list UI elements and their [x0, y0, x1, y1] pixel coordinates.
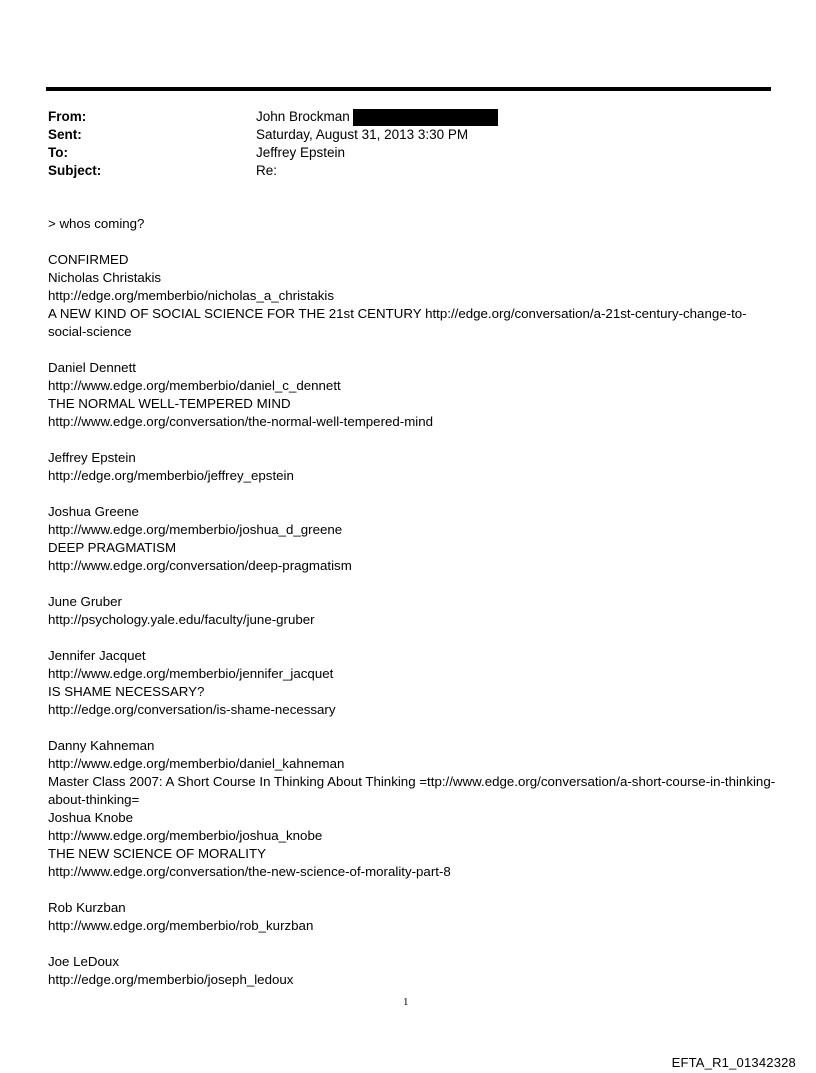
document-id: EFTA_R1_01342328	[671, 1055, 796, 1070]
sent-label: Sent:	[48, 127, 82, 142]
entry-line: DEEP PRAGMATISM	[48, 540, 177, 555]
from-label: From:	[48, 109, 87, 124]
entry-line: A NEW KIND OF SOCIAL SCIENCE FOR THE 21st CENTURY http://edge.org/conversation/a-21st-century-change-to-social-science	[48, 306, 747, 339]
subject-label: Subject:	[48, 163, 102, 178]
to-label: To:	[48, 145, 68, 160]
sent-value: Saturday, August 31, 2013 3:30 PM	[256, 127, 469, 142]
entry-line: IS SHAME NECESSARY?	[48, 684, 205, 699]
entry-line: http://www.edge.org/conversation/deep-pragmatism	[48, 558, 352, 573]
entry-line: http://www.edge.org/memberbio/rob_kurzban	[48, 918, 314, 933]
entry-line: Jeffrey Epstein	[48, 450, 136, 465]
entry-line: http://edge.org/memberbio/nicholas_a_christakis	[48, 288, 335, 303]
entry-line: http://www.edge.org/conversation/the-new-science-of-morality-part-8	[48, 864, 451, 879]
entry-line: http://www.edge.org/memberbio/joshua_knobe	[48, 828, 323, 843]
entry-line: THE NEW SCIENCE OF MORALITY	[48, 846, 266, 861]
subject-value: Re:	[256, 163, 278, 178]
page-number: 1	[403, 996, 409, 1008]
entry-line: Joshua Greene	[48, 504, 139, 519]
entry-line: Master Class 2007: A Short Course In Thinking About Thinking =ttp://www.edge.org/conversation/a-short-course-in-thinking-about-thinking=	[48, 774, 776, 807]
entry-line: http://edge.org/conversation/is-shame-necessary	[48, 702, 336, 717]
entry-line: June Gruber	[48, 594, 122, 609]
entry-line: http://www.edge.org/conversation/the-normal-well-tempered-mind	[48, 414, 434, 429]
to-value: Jeffrey Epstein	[256, 145, 346, 160]
attendee-entry	[48, 899, 776, 935]
entry-line: http://www.edge.org/memberbio/daniel_kahneman	[48, 756, 345, 771]
attendee-entry	[48, 647, 776, 719]
entry-line: http://www.edge.org/memberbio/jennifer_jacquet	[48, 666, 334, 681]
header-rule	[46, 87, 771, 91]
entry-line: http://www.edge.org/memberbio/joshua_d_greene	[48, 522, 343, 537]
attendee-entry	[48, 737, 776, 881]
confirmed-heading: CONFIRMED	[48, 252, 129, 267]
entry-line: http://psychology.yale.edu/faculty/june-gruber	[48, 612, 315, 627]
entry-line: THE NORMAL WELL-TEMPERED MIND	[48, 396, 291, 411]
entry-line: Joe LeDoux	[48, 954, 119, 969]
attendee-entry	[48, 503, 776, 575]
attendee-entry	[48, 593, 776, 629]
from-name: John Brockman	[256, 109, 350, 124]
entry-line: Rob Kurzban	[48, 900, 126, 915]
attendee-entry	[48, 359, 776, 431]
email-body	[48, 215, 776, 989]
entry-line: http://www.edge.org/memberbio/daniel_c_dennett	[48, 378, 341, 393]
attendee-list	[48, 269, 776, 989]
attendee-entry	[48, 953, 776, 989]
redaction-box	[353, 109, 498, 126]
attendee-entry	[48, 449, 776, 485]
attendee-entry	[48, 269, 776, 341]
entry-line: Danny Kahneman	[48, 738, 155, 753]
entry-line: Nicholas Christakis	[48, 270, 162, 285]
entry-line: Daniel Dennett	[48, 360, 136, 375]
entry-line: http://edge.org/memberbio/joseph_ledoux	[48, 972, 294, 987]
entry-line: http://edge.org/memberbio/jeffrey_epstein	[48, 468, 294, 483]
quoted-question: > whos coming?	[48, 216, 145, 231]
from-value	[256, 108, 498, 126]
entry-line: Joshua Knobe	[48, 810, 134, 825]
entry-line: Jennifer Jacquet	[48, 648, 146, 663]
